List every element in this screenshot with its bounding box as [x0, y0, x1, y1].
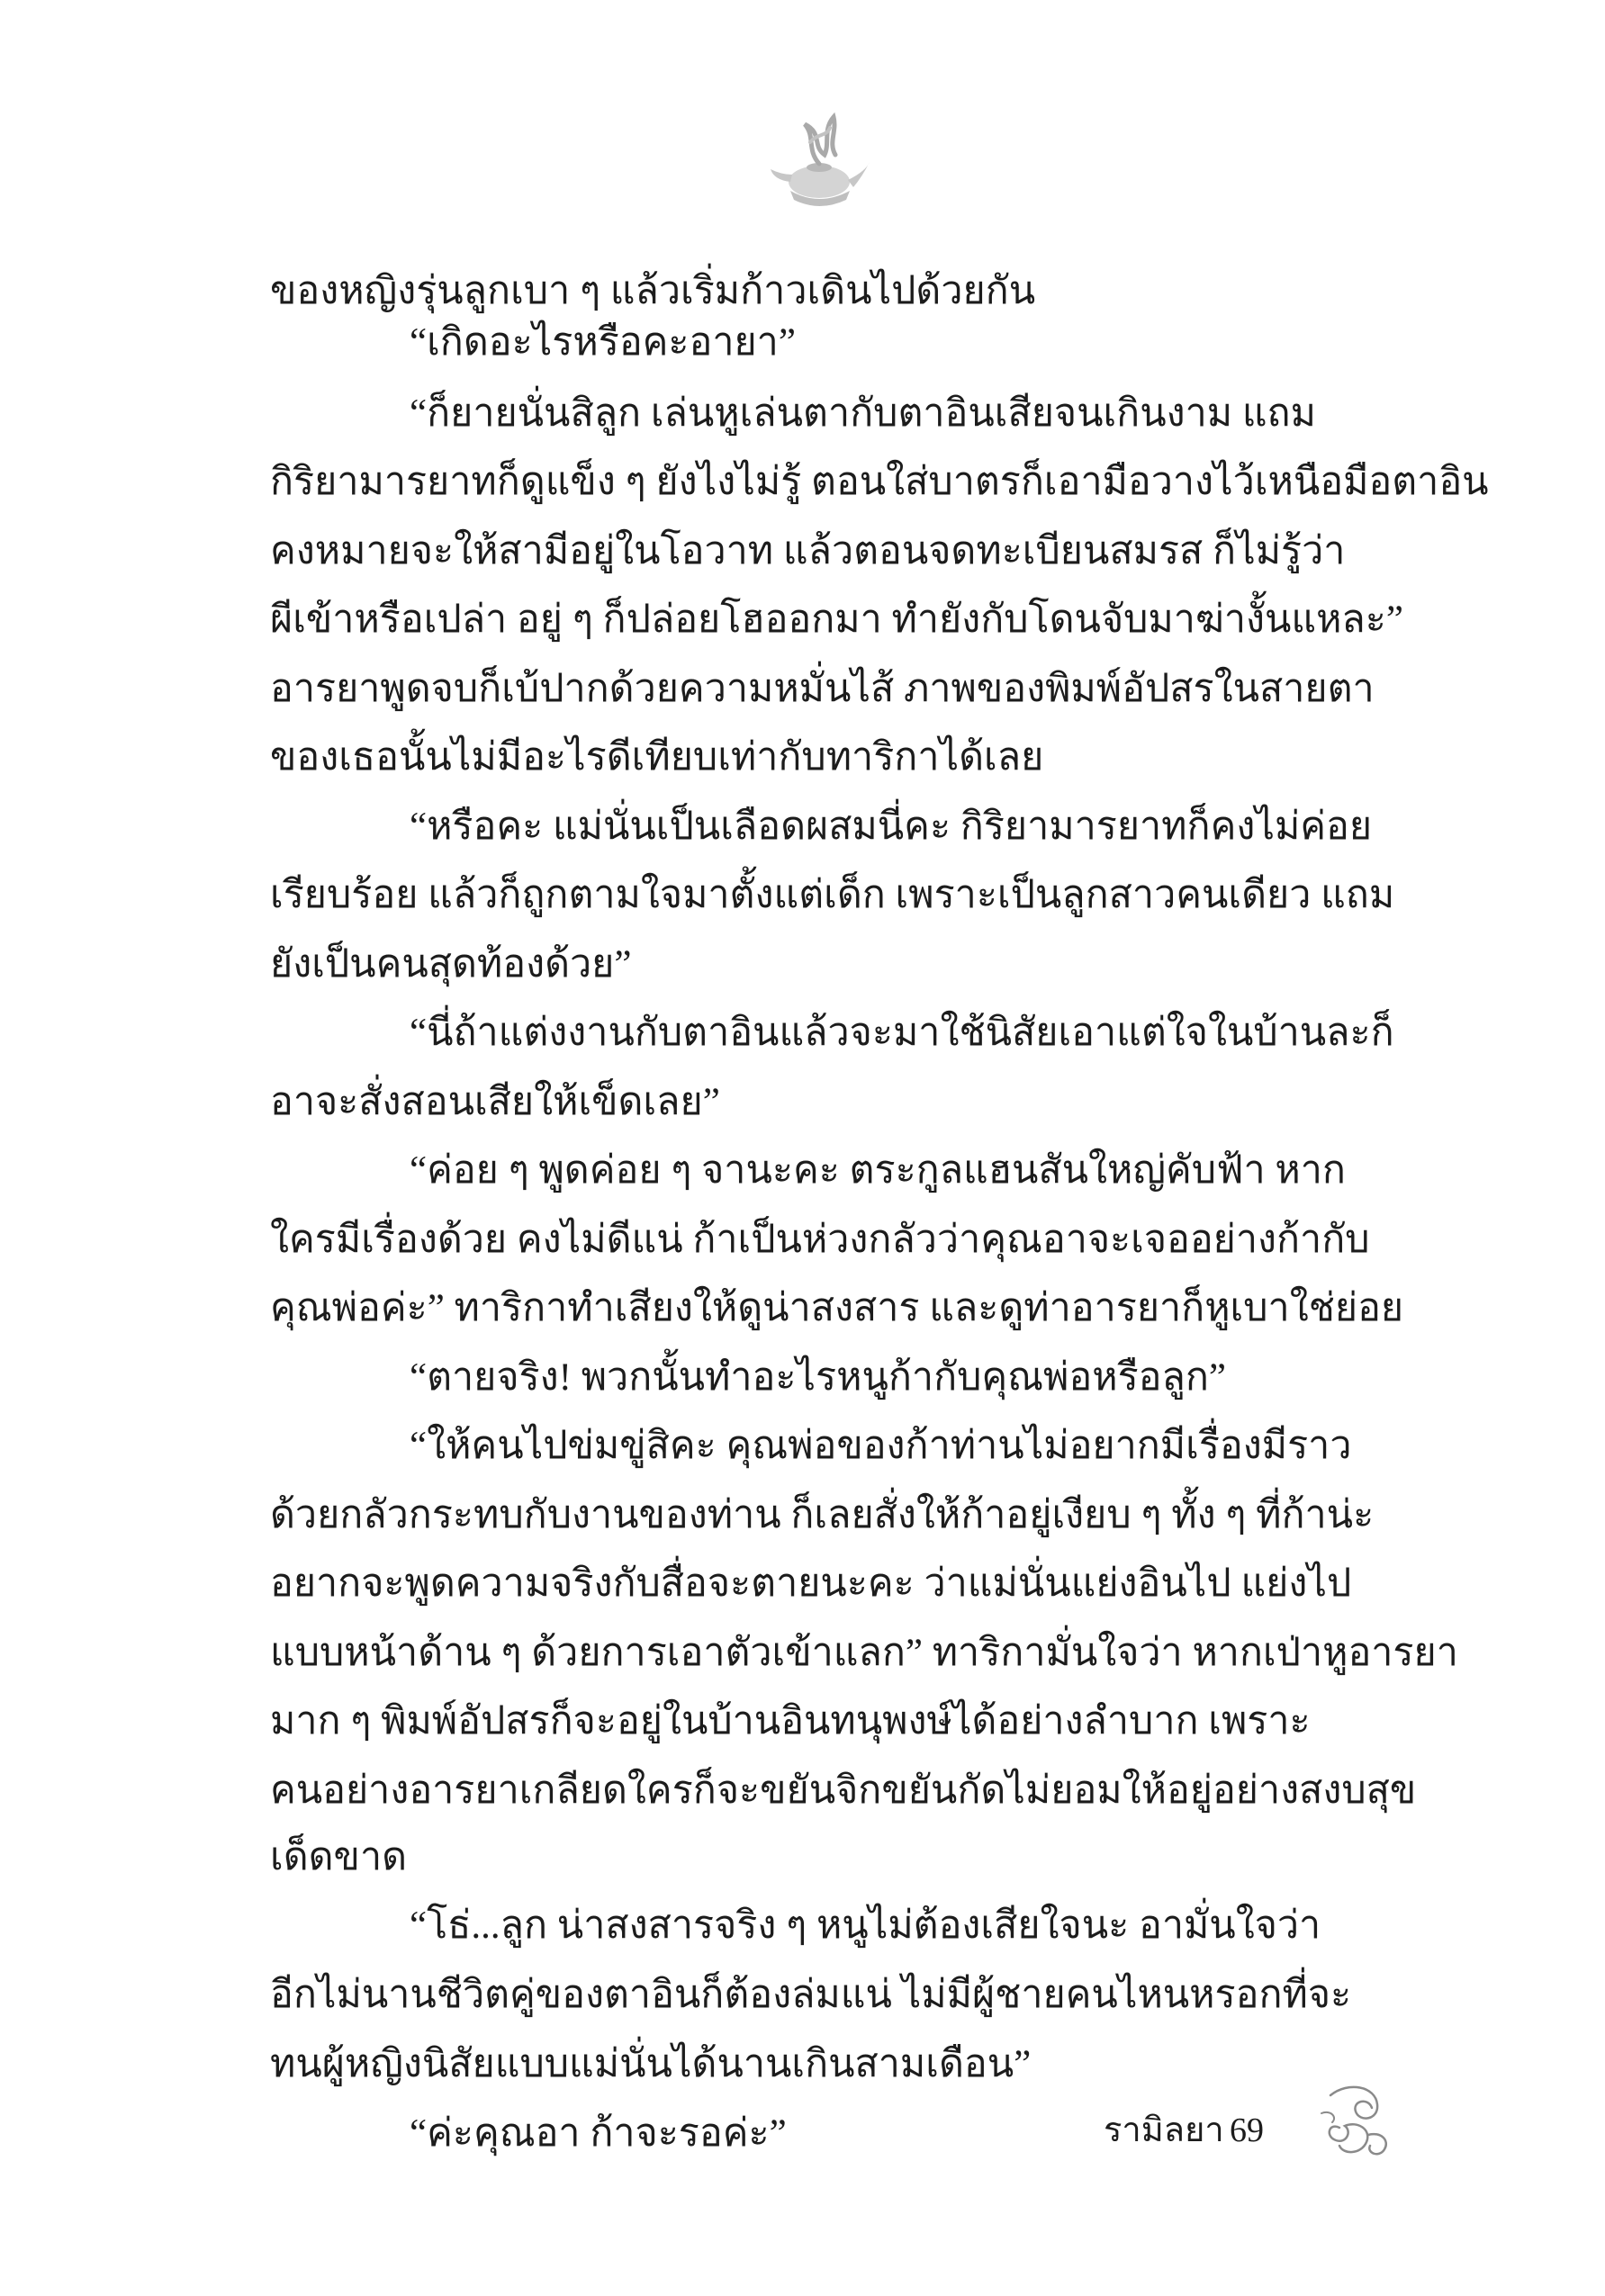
text-line: “ให้คนไปข่มขู่สิคะ คุณพ่อของก้าท่านไม่อยากมีเรื่องมีราว — [410, 1425, 1352, 1467]
text-line: “ค่ะคุณอา ก้าจะรอค่ะ” — [410, 2112, 787, 2155]
text-line: “โธ่...ลูก น่าสงสารจริง ๆ หนูไม่ต้องเสียใจนะ อามั่นใจว่า — [410, 1904, 1321, 1947]
text-line: คงหมายจะให้สามีอยู่ในโอวาท แล้วตอนจดทะเบียนสมรส ก็ไม่รู้ว่า — [270, 530, 1346, 572]
text-line: ใครมีเรื่องด้วย คงไม่ดีแน่ ก้าเป็นห่วงกลัวว่าคุณอาจะเจออย่างก้ากับ — [270, 1219, 1370, 1261]
text-line: ยังเป็นคนสุดท้องด้วย” — [270, 943, 632, 986]
text-line: อยากจะพูดความจริงกับสื่อจะตายนะคะ ว่าแม่นั่นแย่งอินไป แย่งไป — [270, 1562, 1352, 1605]
text-line: เรียบร้อย แล้วก็ถูกตามใจมาตั้งแต่เด็ก เพราะเป็นลูกสาวคนเดียว แถม — [270, 874, 1395, 916]
text-line: เด็ดขาด — [270, 1836, 408, 1878]
flourish-icon — [1312, 2077, 1401, 2165]
text-line: “ก็ยายนั่นสิลูก เล่นหูเล่นตากับตาอินเสียจนเกินงาม แถม — [410, 392, 1316, 435]
text-line: กิริยามารยาทก็ดูแข็ง ๆ ยังไงไม่รู้ ตอนใส่บาตรก็เอามือวางไว้เหนือมือตาอิน — [270, 461, 1489, 503]
text-line: ทนผู้หญิงนิสัยแบบแม่นั่นได้นานเกินสามเดือน” — [270, 2043, 1032, 2085]
text-line: มาก ๆ พิมพ์อัปสรก็จะอยู่ในบ้านอินทนุพงษ์ได้อย่างลำบาก เพราะ — [270, 1700, 1311, 1742]
text-line: ของหญิงรุ่นลูกเบา ๆ แล้วเริ่มก้าวเดินไปด้วยกัน — [270, 270, 1036, 312]
text-line: ของเธอนั้นไม่มีอะไรดีเทียบเท่ากับทาริกาได้เลย — [270, 736, 1044, 779]
text-line: คุณพ่อค่ะ” ทาริกาทำเสียงให้ดูน่าสงสาร และดูท่าอารยาก็หูเบาใช่ย่อย — [270, 1287, 1404, 1329]
text-line: อาจะสั่งสอนเสียให้เข็ดเลย” — [270, 1081, 720, 1123]
text-line: “นี่ถ้าแต่งงานกับตาอินแล้วจะมาใช้นิสัยเอาแต่ใจในบ้านละก็ — [410, 1012, 1394, 1054]
text-line: แบบหน้าด้าน ๆ ด้วยการเอาตัวเข้าแลก” ทาริกามั่นใจว่า หากเป่าหูอารยา — [270, 1632, 1458, 1674]
text-line: “ค่อย ๆ พูดค่อย ๆ จานะคะ ตระกูลแฮนสันใหญ่คับฟ้า หาก — [410, 1149, 1346, 1192]
text-line: อีกไม่นานชีวิตคู่ของตาอินก็ต้องล่มแน่ ไม่มีผู้ชายคนไหนหรอกที่จะ — [270, 1974, 1352, 2016]
text-line: “เกิดอะไรหรือคะอายา” — [410, 321, 796, 364]
page-number: 69 — [1230, 2111, 1264, 2149]
book-title: รามิลยา — [1104, 2111, 1224, 2149]
text-line: “ตายจริง! พวกนั้นทำอะไรหนูก้ากับคุณพ่อหรือลูก” — [410, 1356, 1226, 1399]
text-line: ผีเข้าหรือเปล่า อยู่ ๆ ก็ปล่อยโฮออกมา ทำยังกับโดนจับมาฆ่างั้นแหละ” — [270, 599, 1403, 641]
text-line: “หรือคะ แม่นั่นเป็นเลือดผสมนี่คะ กิริยามารยาทก็คงไม่ค่อย — [410, 806, 1373, 848]
text-line: คนอย่างอารยาเกลียดใครก็จะขยันจิกขยันกัดไม่ยอมให้อยู่อย่างสงบสุข — [270, 1769, 1417, 1812]
text-line: ด้วยกลัวกระทบกับงานของท่าน ก็เลยสั่งให้ก้าอยู่เงียบ ๆ ทั้ง ๆ ที่ก้าน่ะ — [270, 1494, 1375, 1536]
text-line: อารยาพูดจบก็เบ้ปากด้วยความหมั่นไส้ ภาพของพิมพ์อัปสรในสายตา — [270, 668, 1375, 710]
teapot-ornament-icon — [763, 106, 875, 218]
